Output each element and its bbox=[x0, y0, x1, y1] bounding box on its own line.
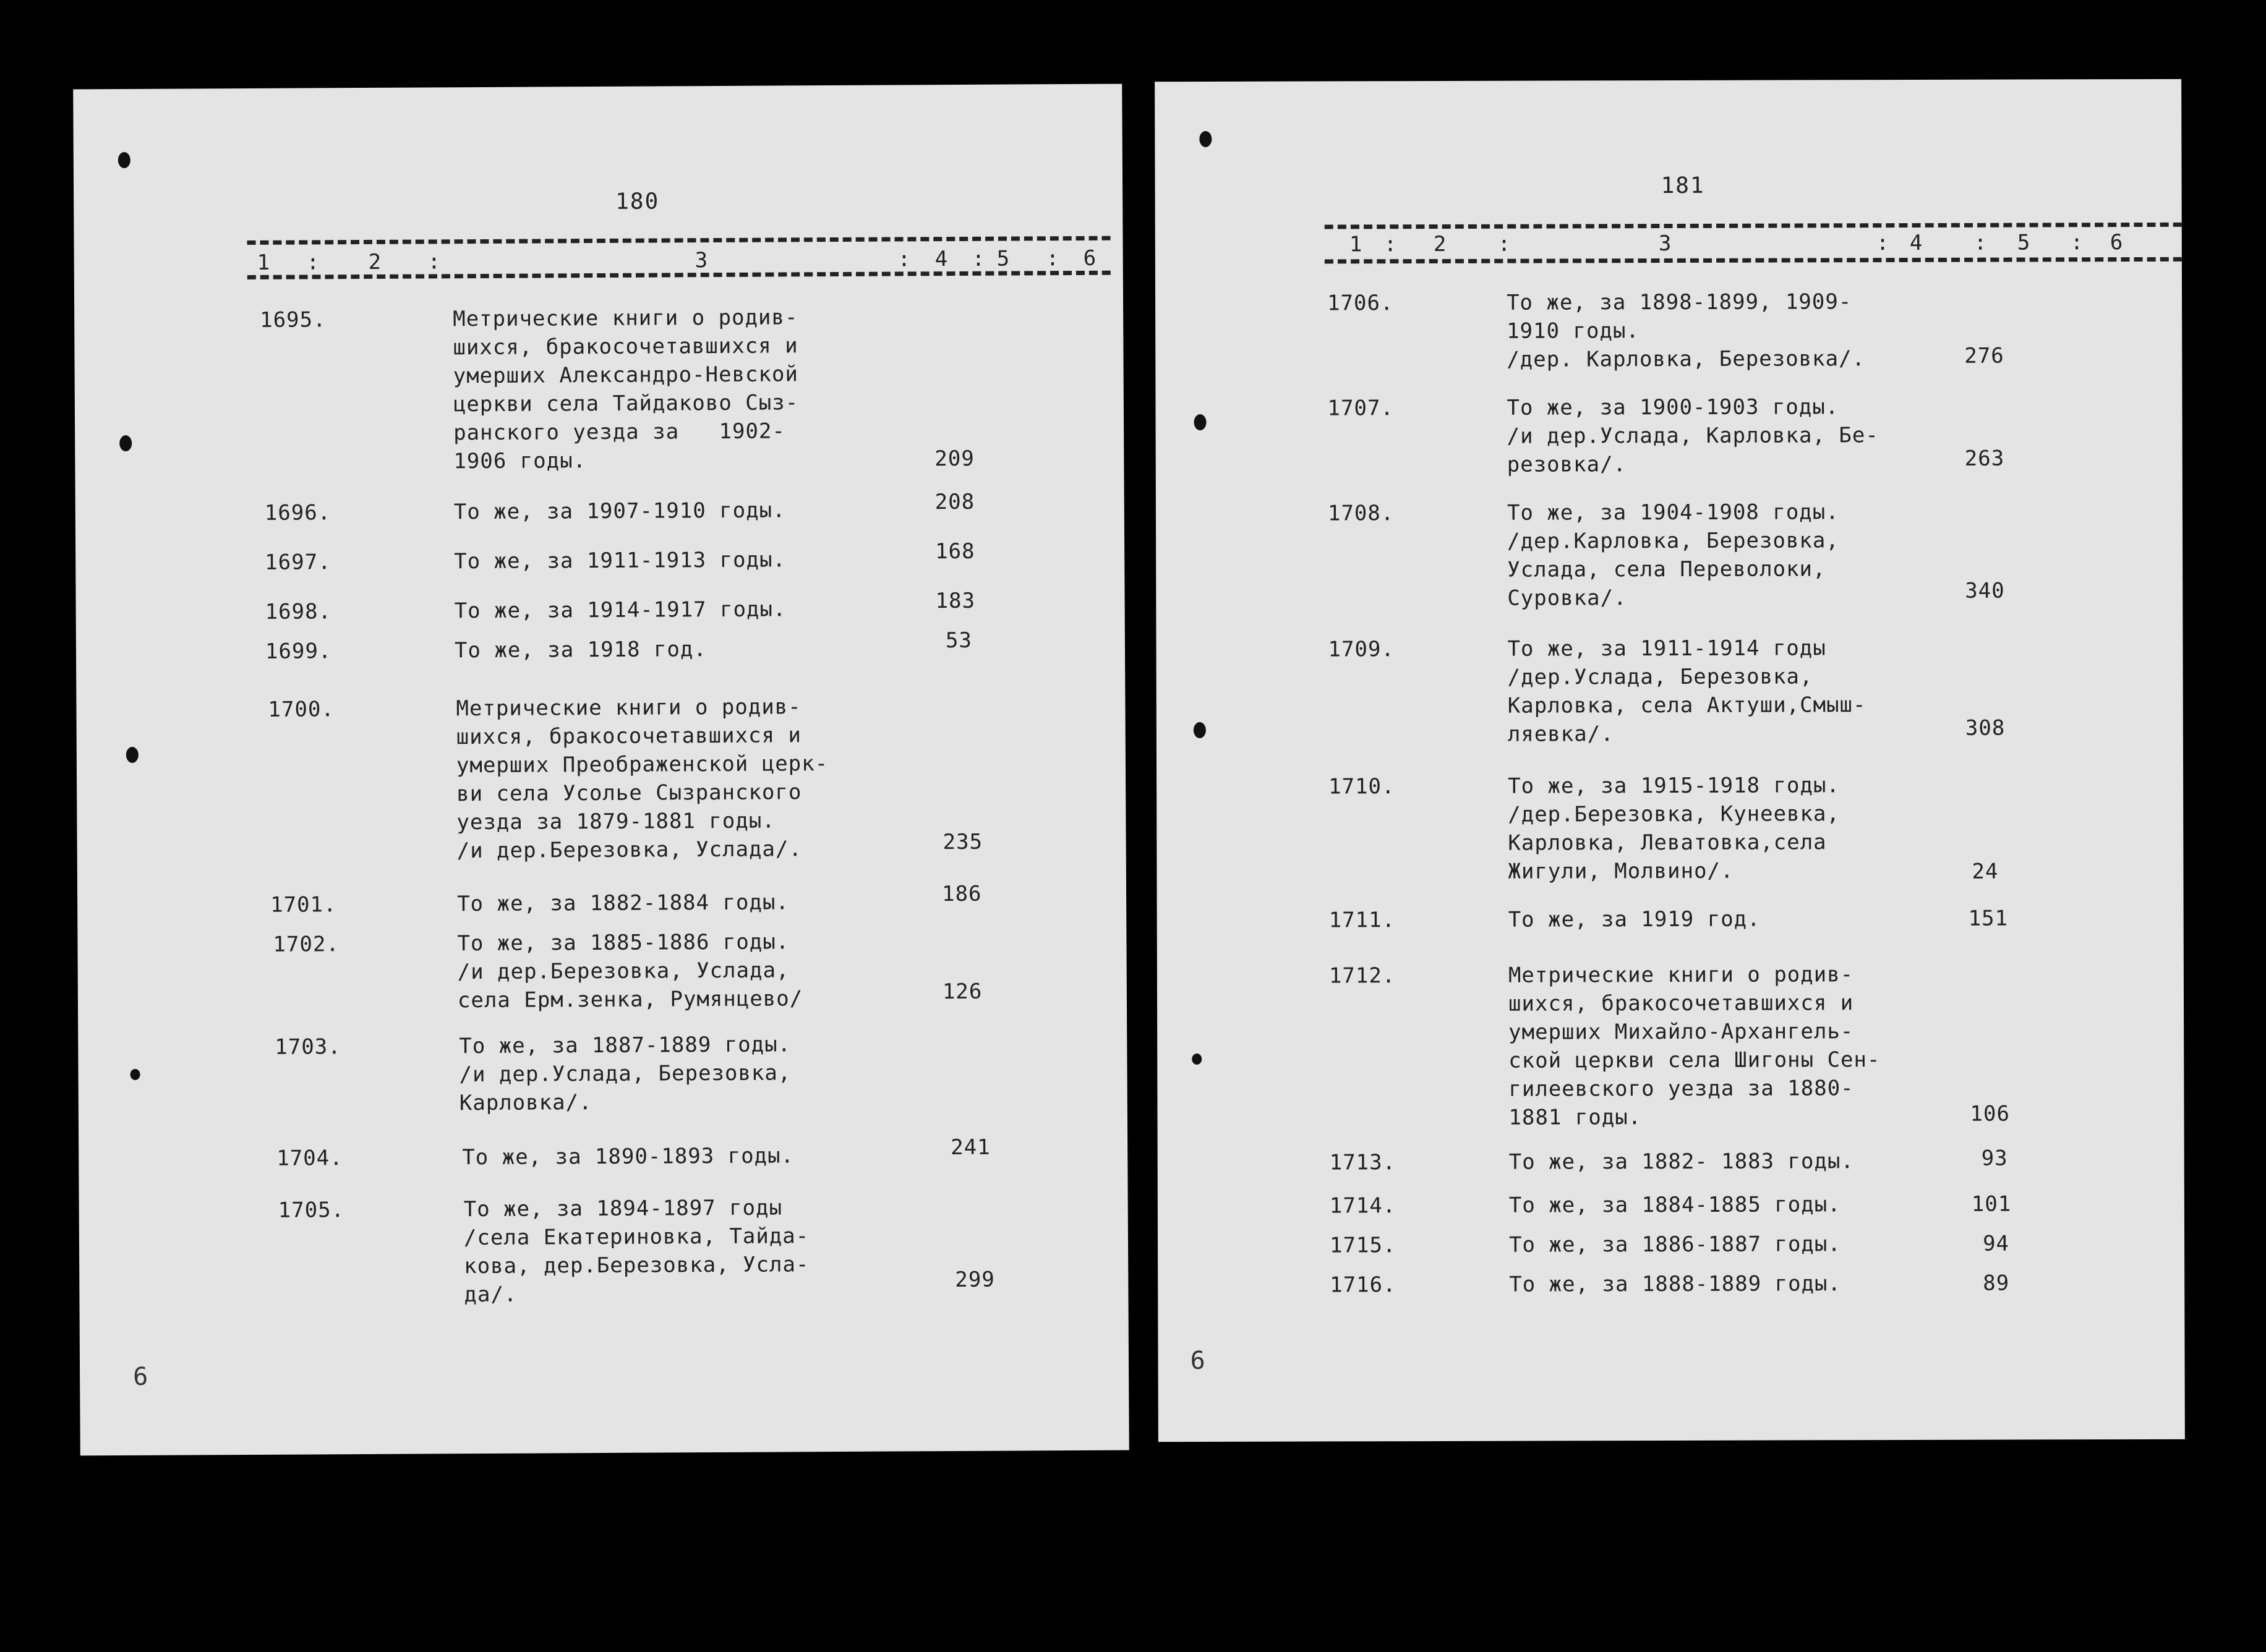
record-sheet-count: 209 bbox=[934, 446, 975, 472]
column-separator: : bbox=[1876, 231, 1889, 256]
record-description: То же, за 1911-1914 годы /дер.Услада, Березовка, Карловка, села Актуши,Смыш- ляевка/. bbox=[1507, 636, 1866, 747]
record-sheet-count: 340 bbox=[1965, 578, 2005, 603]
record-entry bbox=[1330, 1146, 2171, 1177]
page-number: 180 bbox=[615, 189, 660, 215]
record-entry bbox=[270, 881, 1124, 919]
record-number: 1701. bbox=[270, 892, 337, 918]
record-entry bbox=[268, 691, 1122, 869]
column-separator: : bbox=[1497, 231, 1511, 257]
record-description: То же, за 1911-1913 годы. bbox=[454, 547, 787, 574]
punch-hole bbox=[1192, 1054, 1202, 1065]
record-description: То же, за 1886-1887 годы. bbox=[1508, 1232, 1841, 1258]
record-description: То же, за 1898-1899, 1909- 1910 годы. /дер. Карловка, Березовка/. bbox=[1507, 289, 1866, 372]
record-sheet-count: 308 bbox=[1965, 715, 2006, 741]
record-sheet-count: 241 bbox=[951, 1135, 991, 1160]
record-description: То же, за 1904-1908 годы. /дер.Карловка, Березовка, Услада, села Переволоки, Суровка/. bbox=[1507, 500, 1839, 611]
record-description: То же, за 1885-1886 годы. /и дер.Березовка, Услада, села Ерм.зенка, Румянцево/ bbox=[457, 929, 803, 1013]
record-sheet-count: 263 bbox=[1964, 446, 2005, 471]
record-description: То же, за 1894-1897 годы /села Екатериновка, Тайда- кова, дер.Березовка, Усла- да/. bbox=[463, 1195, 810, 1308]
record-entry bbox=[278, 1192, 1132, 1314]
column-3-label: 3 bbox=[695, 248, 708, 273]
record-description: То же, за 1887-1889 годы. /и дер.Услада, Березовка, Карловка/. bbox=[459, 1032, 792, 1116]
punch-hole bbox=[119, 435, 132, 451]
column-separator: : bbox=[427, 249, 441, 275]
record-sheet-count: 93 bbox=[1981, 1146, 2008, 1171]
record-sheet-count: 183 bbox=[935, 588, 976, 614]
record-number: 1709. bbox=[1328, 637, 1395, 662]
record-description: Метрические книги о родив- шихся, бракосочетавшихся и умерших Преображенской церк- ви села Усолье Сызранского уезда за 1879-1881 годы. /и дер.Березовка, Услада/. bbox=[456, 694, 829, 864]
column-6-label: 6 bbox=[2110, 230, 2123, 255]
record-number: 1702. bbox=[273, 932, 340, 957]
page-number: 181 bbox=[1661, 172, 1705, 199]
column-2-label: 2 bbox=[368, 249, 382, 275]
record-entry bbox=[265, 539, 1118, 577]
record-sheet-count: 106 bbox=[1970, 1101, 2010, 1126]
record-number: 1715. bbox=[1329, 1233, 1396, 1258]
column-separator: : bbox=[1046, 246, 1059, 271]
column-separator: : bbox=[1383, 232, 1397, 257]
record-sheet-count: 126 bbox=[942, 979, 983, 1005]
column-6-label: 6 bbox=[1083, 245, 1097, 271]
record-number: 1706. bbox=[1327, 291, 1394, 316]
record-number: 1703. bbox=[275, 1034, 341, 1060]
record-entry bbox=[265, 628, 1119, 666]
column-separator: : bbox=[1973, 230, 1987, 255]
record-number: 1711. bbox=[1328, 908, 1396, 933]
record-entry bbox=[265, 588, 1119, 626]
record-description: То же, за 1915-1918 годы. /дер.Березовка, Кунеевка, Карловка, Леватовка,села Жигули, Молвино/. bbox=[1508, 773, 1841, 884]
column-3-label: 3 bbox=[1658, 231, 1672, 257]
column-4-label: 4 bbox=[1909, 230, 1923, 255]
record-entry bbox=[276, 1135, 1130, 1173]
punch-hole bbox=[1199, 131, 1212, 147]
record-description: То же, за 1918 год. bbox=[454, 637, 708, 663]
record-sheet-count: 94 bbox=[1982, 1231, 2010, 1256]
record-description: То же, за 1884-1885 годы. bbox=[1508, 1192, 1841, 1218]
punch-hole bbox=[1194, 722, 1206, 738]
record-entry bbox=[1330, 1190, 2171, 1220]
record-number: 1713. bbox=[1329, 1150, 1396, 1175]
record-number: 1698. bbox=[265, 599, 332, 624]
column-2-label: 2 bbox=[1433, 231, 1447, 257]
header-rule-top bbox=[1325, 223, 2182, 229]
record-entry bbox=[264, 489, 1118, 527]
column-separator: : bbox=[2070, 230, 2084, 255]
record-entry bbox=[1328, 770, 2170, 890]
column-1-label: 1 bbox=[1349, 232, 1362, 257]
record-sheet-count: 186 bbox=[941, 881, 982, 907]
record-number: 1705. bbox=[278, 1198, 345, 1223]
record-number: 1699. bbox=[265, 639, 332, 664]
record-sheet-count: 24 bbox=[1972, 859, 1999, 884]
record-sheet-count: 151 bbox=[1968, 906, 2009, 931]
record-number: 1696. bbox=[264, 500, 331, 526]
punch-hole bbox=[126, 747, 139, 763]
record-entry bbox=[1328, 633, 2169, 753]
column-separator: : bbox=[306, 250, 320, 275]
record-description: Метрические книги о родив- шихся, бракосочетавшихся и умерших Александро-Невской церкви села Тайдаково Сыз- ранского уезда за 1902- 1906 годы. bbox=[453, 305, 799, 474]
column-header bbox=[1349, 230, 2178, 261]
column-separator: : bbox=[897, 247, 911, 272]
record-entry bbox=[1328, 497, 2169, 617]
left-page bbox=[73, 84, 1129, 1456]
record-sheet-count: 168 bbox=[935, 539, 975, 564]
record-sheet-count: 208 bbox=[934, 489, 975, 515]
record-entry bbox=[275, 1029, 1129, 1120]
record-sheet-count: 299 bbox=[955, 1267, 995, 1293]
column-5-label: 5 bbox=[996, 246, 1010, 271]
record-description: То же, за 1890-1893 годы. bbox=[462, 1143, 795, 1170]
right-page bbox=[1155, 79, 2185, 1442]
record-entry bbox=[1330, 1269, 2171, 1300]
column-separator: : bbox=[972, 246, 985, 271]
record-number: 1714. bbox=[1329, 1193, 1396, 1219]
record-description: То же, за 1907-1910 годы. bbox=[453, 498, 786, 525]
column-4-label: 4 bbox=[934, 247, 948, 272]
record-entry bbox=[1330, 1229, 2171, 1260]
ink-mark: 6 bbox=[133, 1362, 148, 1391]
record-description: То же, за 1914-1917 годы. bbox=[454, 597, 787, 624]
record-sheet-count: 53 bbox=[945, 628, 972, 654]
record-description: То же, за 1888-1889 годы. bbox=[1509, 1271, 1842, 1297]
record-description: То же, за 1900-1903 годы. /и дер.Услада, Карловка, Бе- резовка/. bbox=[1507, 394, 1879, 477]
record-description: Метрические книги о родив- шихся, бракосочетавшихся и умерших Михайло-Архангель- ской церкви села Шигоны Сен- гилеевского уезда за 1880- 1881 годы. bbox=[1508, 962, 1881, 1130]
record-number: 1708. bbox=[1327, 501, 1395, 526]
record-sheet-count: 89 bbox=[1983, 1271, 2010, 1296]
record-description: То же, за 1882- 1883 годы. bbox=[1508, 1149, 1854, 1175]
record-number: 1697. bbox=[265, 550, 331, 575]
record-number: 1704. bbox=[276, 1146, 343, 1171]
record-entry bbox=[1327, 287, 2168, 376]
record-sheet-count: 101 bbox=[1971, 1191, 2012, 1217]
record-number: 1712. bbox=[1328, 963, 1396, 989]
punch-hole bbox=[118, 152, 130, 168]
record-entry bbox=[1327, 392, 2168, 481]
record-number: 1707. bbox=[1327, 396, 1394, 421]
record-number: 1716. bbox=[1330, 1272, 1396, 1298]
punch-hole bbox=[1194, 414, 1207, 430]
column-5-label: 5 bbox=[2017, 230, 2030, 255]
record-entry bbox=[260, 302, 1114, 479]
record-number: 1695. bbox=[260, 307, 327, 333]
record-description: То же, за 1882-1884 годы. bbox=[457, 890, 789, 917]
record-sheet-count: 276 bbox=[1964, 343, 2004, 368]
column-1-label: 1 bbox=[257, 250, 270, 275]
record-number: 1700. bbox=[268, 697, 335, 722]
record-entry bbox=[1329, 960, 2171, 1141]
record-description: То же, за 1919 год. bbox=[1508, 906, 1761, 932]
record-sheet-count: 235 bbox=[943, 829, 983, 855]
record-entry bbox=[1329, 904, 2170, 935]
punch-hole bbox=[130, 1069, 140, 1080]
record-number: 1710. bbox=[1328, 774, 1395, 799]
record-entry bbox=[273, 926, 1127, 1017]
header-rule-top bbox=[247, 236, 1111, 245]
ink-mark: 6 bbox=[1190, 1346, 1205, 1376]
